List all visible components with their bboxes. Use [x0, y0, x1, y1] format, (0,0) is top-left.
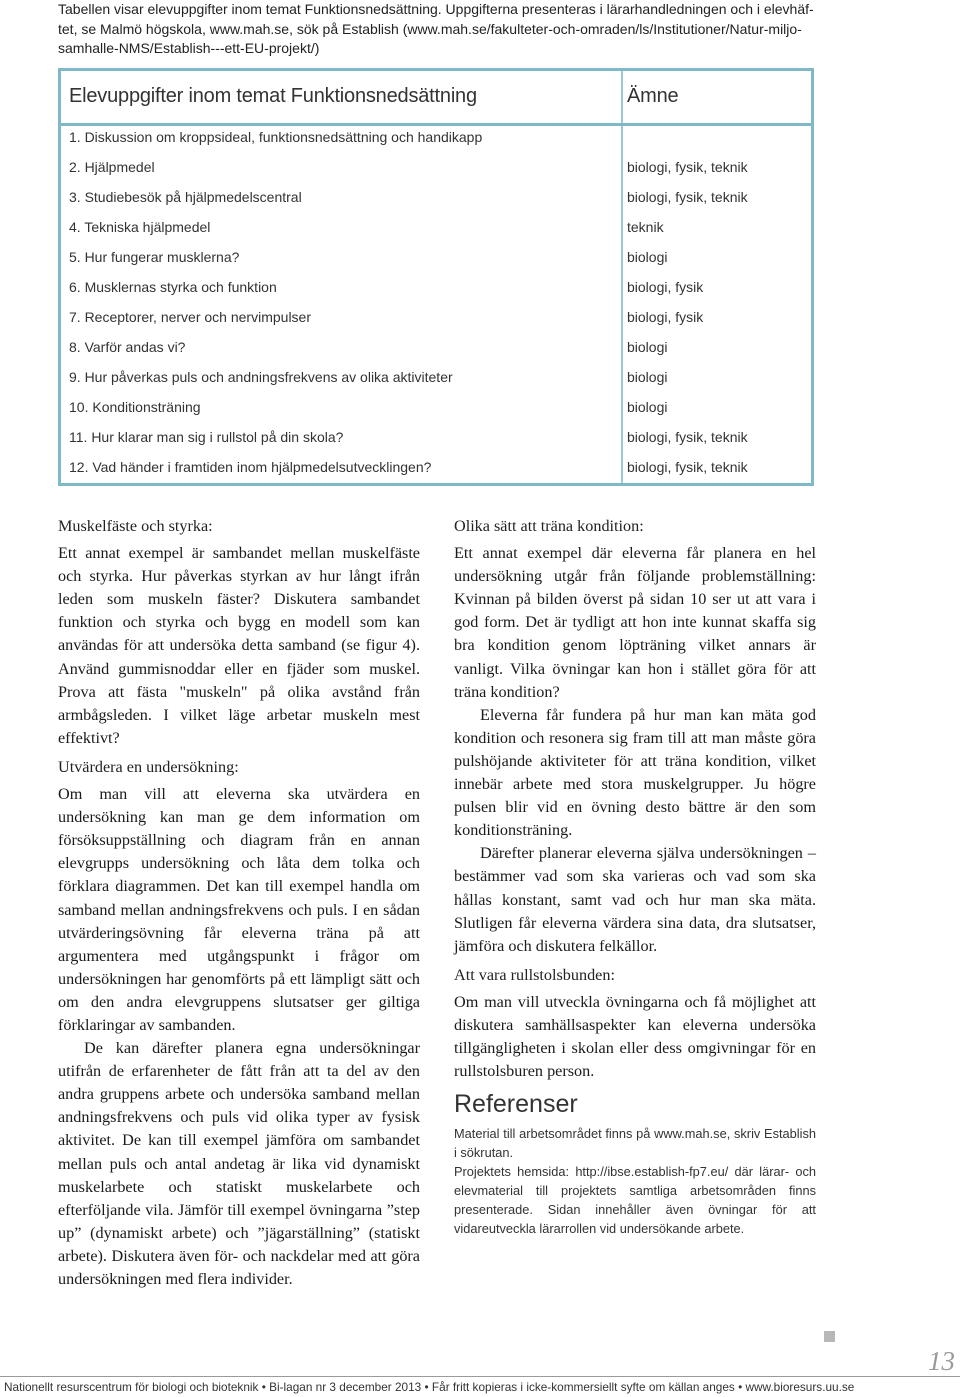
caption-line: Tabellen visar elevuppgifter inom temat Funktionsnedsättning. Uppgifterna presenteras i lärarhandledningen och i elevhäf-: [58, 1, 814, 17]
paragraph: De kan därefter planera egna undersökningar utifrån de erfarenheter de fått från att ta del av den andra gruppens arbete och undersöka samband mellan andningsfrekvens och puls vid olika typer av fysisk aktivitet. De kan till exempel jämföra om sambandet mellan puls och antal andetag är lika vid dynamiskt muskelarbete och statiskt muskelarbete och efterföljande vila. Jämför till exempel övningarna ”step up” (dynamiskt arbete) och ”jägarställning” (statiskt arbete). Diskutera även för- och nackdelar med att göra undersökningen med flera individer.: [58, 1039, 420, 1288]
section-heading-rullstol: Att vara rullstolsbunden:: [454, 965, 615, 984]
subject-cell: biologi, fysik, teknik: [627, 189, 748, 205]
paragraph: Ett annat exempel där eleverna får planera en hel undersökning utgår från följande problemställning: Kvinnan på bilden överst på sidan 10 ser ut att vara i god form. Det är tydligt att hon inte kunnat skaffa sig bra kondition genom löpträning vilket annars är vanligt. Vilka övningar kan hon i stället göra för att träna kondition?: [454, 544, 816, 701]
section-heading-kondition: Olika sätt att träna kondition:: [454, 517, 644, 535]
header-divider: [61, 123, 811, 126]
table-row: [61, 369, 811, 399]
table-row: [61, 399, 811, 429]
subject-cell: biologi, fysik, teknik: [627, 429, 748, 445]
table-row: [61, 189, 811, 219]
section-heading-utvardera: Utvärdera en undersökning:: [58, 757, 239, 776]
subject-cell: teknik: [627, 219, 664, 235]
task-cell: 9. Hur påverkas puls och andningsfrekvens av olika aktiviteter: [69, 369, 453, 385]
subject-cell: biologi, fysik: [627, 309, 704, 325]
task-cell: 2. Hjälpmedel: [69, 159, 155, 175]
subject-cell: biologi, fysik, teknik: [627, 159, 748, 175]
task-cell: 1. Diskussion om kroppsideal, funktionsnedsättning och handikapp: [69, 129, 483, 145]
section-heading-muskelfaste: Muskelfäste och styrka:: [58, 517, 213, 535]
caption-line: samhalle-NMS/Establish---ett-EU-projekt/): [58, 40, 320, 56]
table-header-task: Elevuppgifter inom temat Funktionsnedsättning: [69, 85, 477, 107]
table-header-subject: Ämne: [627, 85, 679, 107]
task-cell: 3. Studiebesök på hjälpmedelscentral: [69, 189, 302, 205]
subject-cell: biologi: [627, 399, 668, 415]
subject-cell: biologi, fysik: [627, 279, 704, 295]
left-column: [58, 515, 420, 1291]
task-cell: 5. Hur fungerar musklerna?: [69, 249, 240, 265]
table-row: [61, 129, 811, 159]
task-cell: 8. Varför andas vi?: [69, 339, 186, 355]
references-title: Referenser: [454, 1090, 578, 1119]
paragraph: Ett annat exempel är sambandet mellan muskelfäste och styrka. Hur påverkas styrkan av hur långt ifrån leden som muskeln fäster? Diskutera sambandet funktion och styrka och bygg en modell som kan användas för att undersöka detta samband (se figur 4). Använd gummisnoddar eller en fjäder som muskel. Prova att fästa "muskeln" på olika avstånd från armbågsleden. I vilket läge arbetar muskeln mest effektivt?: [58, 544, 420, 747]
table-row: [61, 429, 811, 459]
right-column: [454, 515, 816, 1238]
paragraph: Eleverna får fundera på hur man kan mäta god kondition och resonera sig fram till att man måste göra pulshöjande aktiviteter för att träna kondition, vilket innebär arbete med stora muskelgrupper. Ju högre pulsen blir vid en övning desto bättre är den som konditionsträning.: [454, 705, 816, 840]
task-cell: 11. Hur klarar man sig i rullstol på din skola?: [69, 429, 344, 445]
page-footer: Nationellt resurscentrum för biologi och bioteknik • Bi-lagan nr 3 december 2013 • Får fritt kopieras i icke-kommersiellt syfte om källan anges • www.bioresurs.uu.se: [4, 1380, 855, 1394]
table-row: [61, 309, 811, 339]
table-row: [61, 339, 811, 369]
table-row: [61, 249, 811, 279]
table-row: [61, 159, 811, 189]
subject-cell: biologi: [627, 249, 668, 265]
subject-cell: biologi: [627, 339, 668, 355]
footer-divider: [0, 1376, 960, 1377]
table-row: [61, 459, 811, 489]
references-text: Projektets hemsida: http://ibse.establish-fp7.eu/ där lärar- och elevmaterial till projektets samtliga arbetsområden finns presenterade. Sidan innehåller även övningar för att vidareutveckla lärarrollen vid undersökande arbete.: [454, 1164, 816, 1237]
task-cell: 10. Konditionsträning: [69, 399, 201, 415]
references-text: Material till arbetsområdet finns på www.mah.se, skriv Establish i sökrutan.: [454, 1126, 816, 1161]
table-caption: [58, 0, 918, 59]
task-cell: 7. Receptorer, nerver och nervimpulser: [69, 309, 311, 325]
table-row: [61, 219, 811, 249]
end-square-icon: [824, 1331, 835, 1342]
task-cell: 6. Musklernas styrka och funktion: [69, 279, 277, 295]
task-cell: 4. Tekniska hjälpmedel: [69, 219, 211, 235]
caption-line: tet, se Malmö högskola, www.mah.se, sök på Establish (www.mah.se/fakulteter-och-omraden/ls/Institutioner/Natur-miljo-: [58, 20, 802, 37]
task-cell: 12. Vad händer i framtiden inom hjälpmedelsutvecklingen?: [69, 459, 432, 475]
tasks-table: [58, 68, 814, 486]
page-number: 13: [928, 1346, 955, 1376]
paragraph: Om man vill att eleverna ska utvärdera en undersökning kan man ge dem information om försöksuppställning och diagram från en annan elevgrupps undersökning och låta dem tolka och förklara diagrammen. Det kan till exempel handla om samband mellan andningsfrekvens och puls. I en sådan utvärderingsövning får eleverna träna på att argumentera med utgångspunkt i frågor om undersökningen har genomförts på ett lämpligt sätt och om den andra elevgruppens slutsatser ger giltiga förklaringar av sambanden.: [58, 785, 420, 1034]
paragraph: Om man vill utveckla övningarna och få möjlighet att diskutera samhällsaspekter kan eleverna undersöka tillgängligheten i skolan eller dess omgivningar för en rullstolsburen person.: [454, 992, 816, 1081]
subject-cell: biologi, fysik, teknik: [627, 459, 748, 475]
subject-cell: biologi: [627, 369, 668, 385]
table-row: [61, 279, 811, 309]
paragraph: Därefter planerar eleverna själva undersökningen – bestämmer vad som ska varieras och vad som ska hållas konstant, samt vad och hur man ska mäta. Slutligen får eleverna värdera sina data, dra slutsatser, jämföra och diskutera felkällor.: [454, 844, 816, 955]
